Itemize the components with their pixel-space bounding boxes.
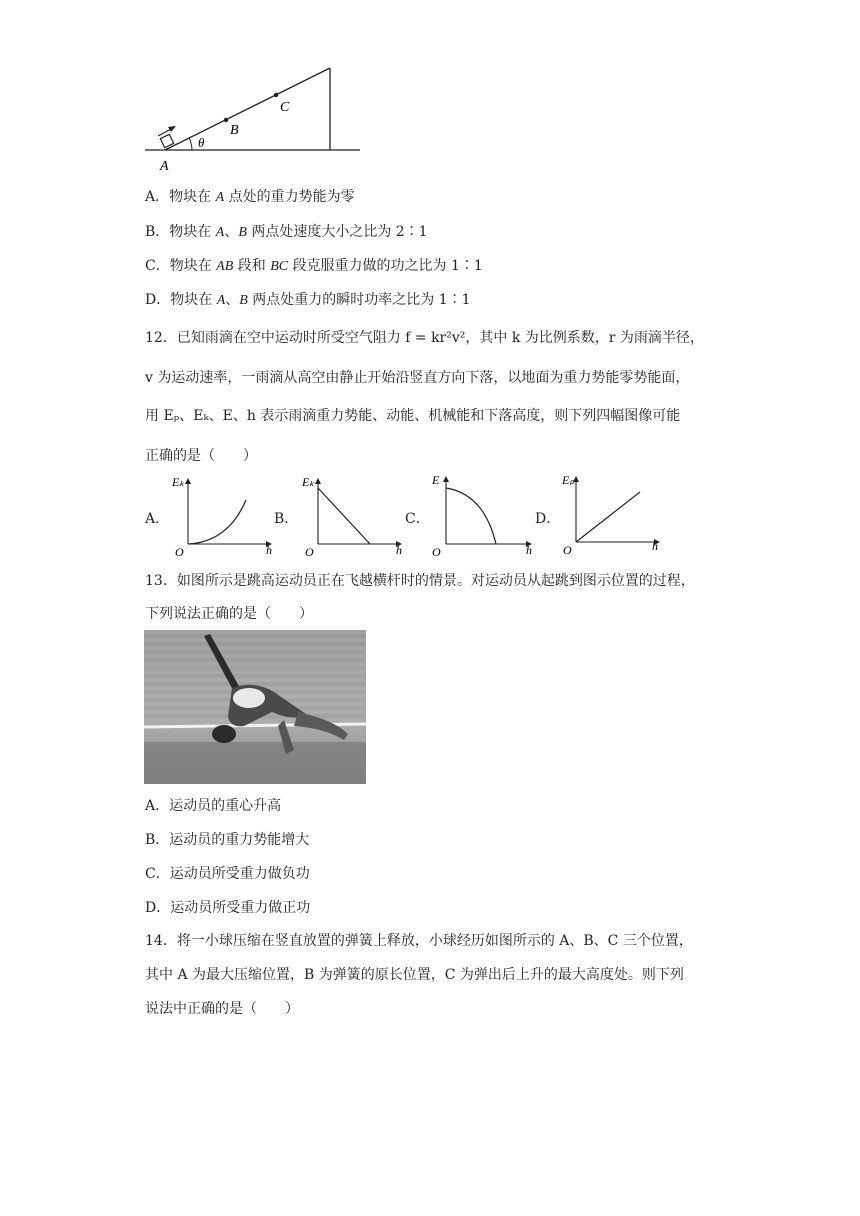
label-theta: θ (198, 135, 205, 150)
option-text: 段克服重力做的功之比为 1∶1 (288, 258, 483, 274)
option-text: 两点处重力的瞬时功率之比为 1∶1 (247, 292, 471, 308)
graph-a-ylabel: Eₖ (172, 475, 185, 489)
q12-line-4: 正确的是（ ） (145, 448, 257, 464)
point-c-dot (274, 93, 278, 97)
graph-b-xlabel: h (396, 543, 402, 557)
q13-line-2: 下列说法正确的是（ ） (145, 606, 313, 622)
label-b: B (230, 123, 239, 138)
q14-line-1: 14．将一小球压缩在竖直放置的弹簧上释放，小球经历如图所示的 A、B、C 三个位置， (145, 933, 693, 949)
incline-figure (140, 60, 370, 180)
q11-option-b (145, 221, 428, 241)
q14-line-2: 其中 A 为最大压缩位置，B 为弹簧的原长位置，C 为弹出后上升的最大高度处。则下列 (145, 967, 684, 983)
q11-option-c (145, 255, 483, 275)
point-b-dot (224, 118, 228, 122)
theta-arc (189, 138, 192, 150)
q13-line-1: 13．如图所示是跳高运动员正在飞越横杆时的情景。对运动员从起跳到图示位置的过程， (145, 573, 695, 589)
graph-a-origin: O (175, 545, 184, 559)
label-c: C (280, 100, 290, 115)
option-text: 两点处速度大小之比为 2∶1 (246, 224, 428, 240)
block (160, 134, 173, 147)
option-letter: C． (145, 258, 170, 274)
q13-option-d: D．运动员所受重力做正功 (145, 900, 311, 916)
option-letter: B． (145, 224, 170, 240)
graph-d-ylabel: Eₚ (562, 473, 575, 487)
graph-d (558, 470, 668, 558)
option-var: BC (270, 259, 289, 274)
option-text: 段和 (233, 258, 271, 274)
q14-line-3: 说法中正确的是（ ） (145, 1001, 299, 1017)
option-text: 物块在 (169, 189, 216, 205)
option-text: 物块在 (170, 292, 217, 308)
graph-b-line (318, 488, 370, 544)
q12-line-3: 用 Eₚ、Eₖ、E、h 表示雨滴重力势能、动能、机械能和下落高度，则下列四幅图像可能 (145, 408, 681, 424)
graph-d-origin: O (563, 543, 572, 557)
graph-b-ylabel: Eₖ (302, 475, 315, 489)
option-text: 、 (224, 224, 239, 240)
high-jump-photo (144, 630, 366, 784)
option-text: 、 (225, 292, 240, 308)
graph-a-xlabel: h (266, 543, 272, 557)
motion-arrowhead (168, 126, 176, 132)
graph-c-curve (446, 488, 496, 544)
graph-b (298, 472, 408, 560)
graph-c-letter: C． (405, 511, 430, 527)
option-text: 物块在 (169, 258, 217, 274)
option-text: 点处的重力势能为零 (224, 189, 355, 205)
graph-a-curve (188, 500, 246, 544)
incline-slope (165, 68, 330, 150)
graph-b-origin: O (305, 545, 314, 559)
option-text: 物块在 (169, 224, 216, 240)
option-var: B (239, 293, 248, 308)
q13-option-c: C．运动员所受重力做负功 (145, 866, 310, 882)
q11-option-d (145, 289, 471, 309)
graph-c-ylabel: E (432, 473, 440, 487)
option-letter: D． (145, 292, 171, 308)
graph-a-letter: A． (145, 511, 170, 527)
graph-a (168, 472, 278, 560)
graph-c-origin: O (432, 545, 441, 559)
option-var: B (238, 225, 247, 240)
option-var: A (215, 225, 225, 240)
graph-d-letter: D． (535, 511, 561, 527)
option-var: A (215, 190, 225, 205)
q12-line-1: 12．已知雨滴在空中运动时所受空气阻力 f = kr²v²，其中 k 为比例系数，r 为雨滴半径， (145, 330, 704, 346)
graph-c (428, 470, 538, 560)
graph-d-xlabel: h (652, 539, 658, 553)
q13-option-b: B．运动员的重力势能增大 (145, 832, 310, 848)
label-a: A (160, 159, 169, 174)
q12-line-2: v 为运动速率，一雨滴从高空由静止开始沿竖直方向下落，以地面为重力势能零势能面， (145, 370, 690, 386)
option-letter: A． (145, 189, 170, 205)
graph-d-line (576, 492, 640, 542)
graph-b-letter: B． (274, 511, 299, 527)
option-var: AB (216, 259, 234, 274)
q11-option-a (145, 186, 355, 206)
option-var: A (216, 293, 226, 308)
graph-c-xlabel: h (526, 543, 532, 557)
q13-option-a: A．运动员的重心升高 (145, 798, 282, 814)
